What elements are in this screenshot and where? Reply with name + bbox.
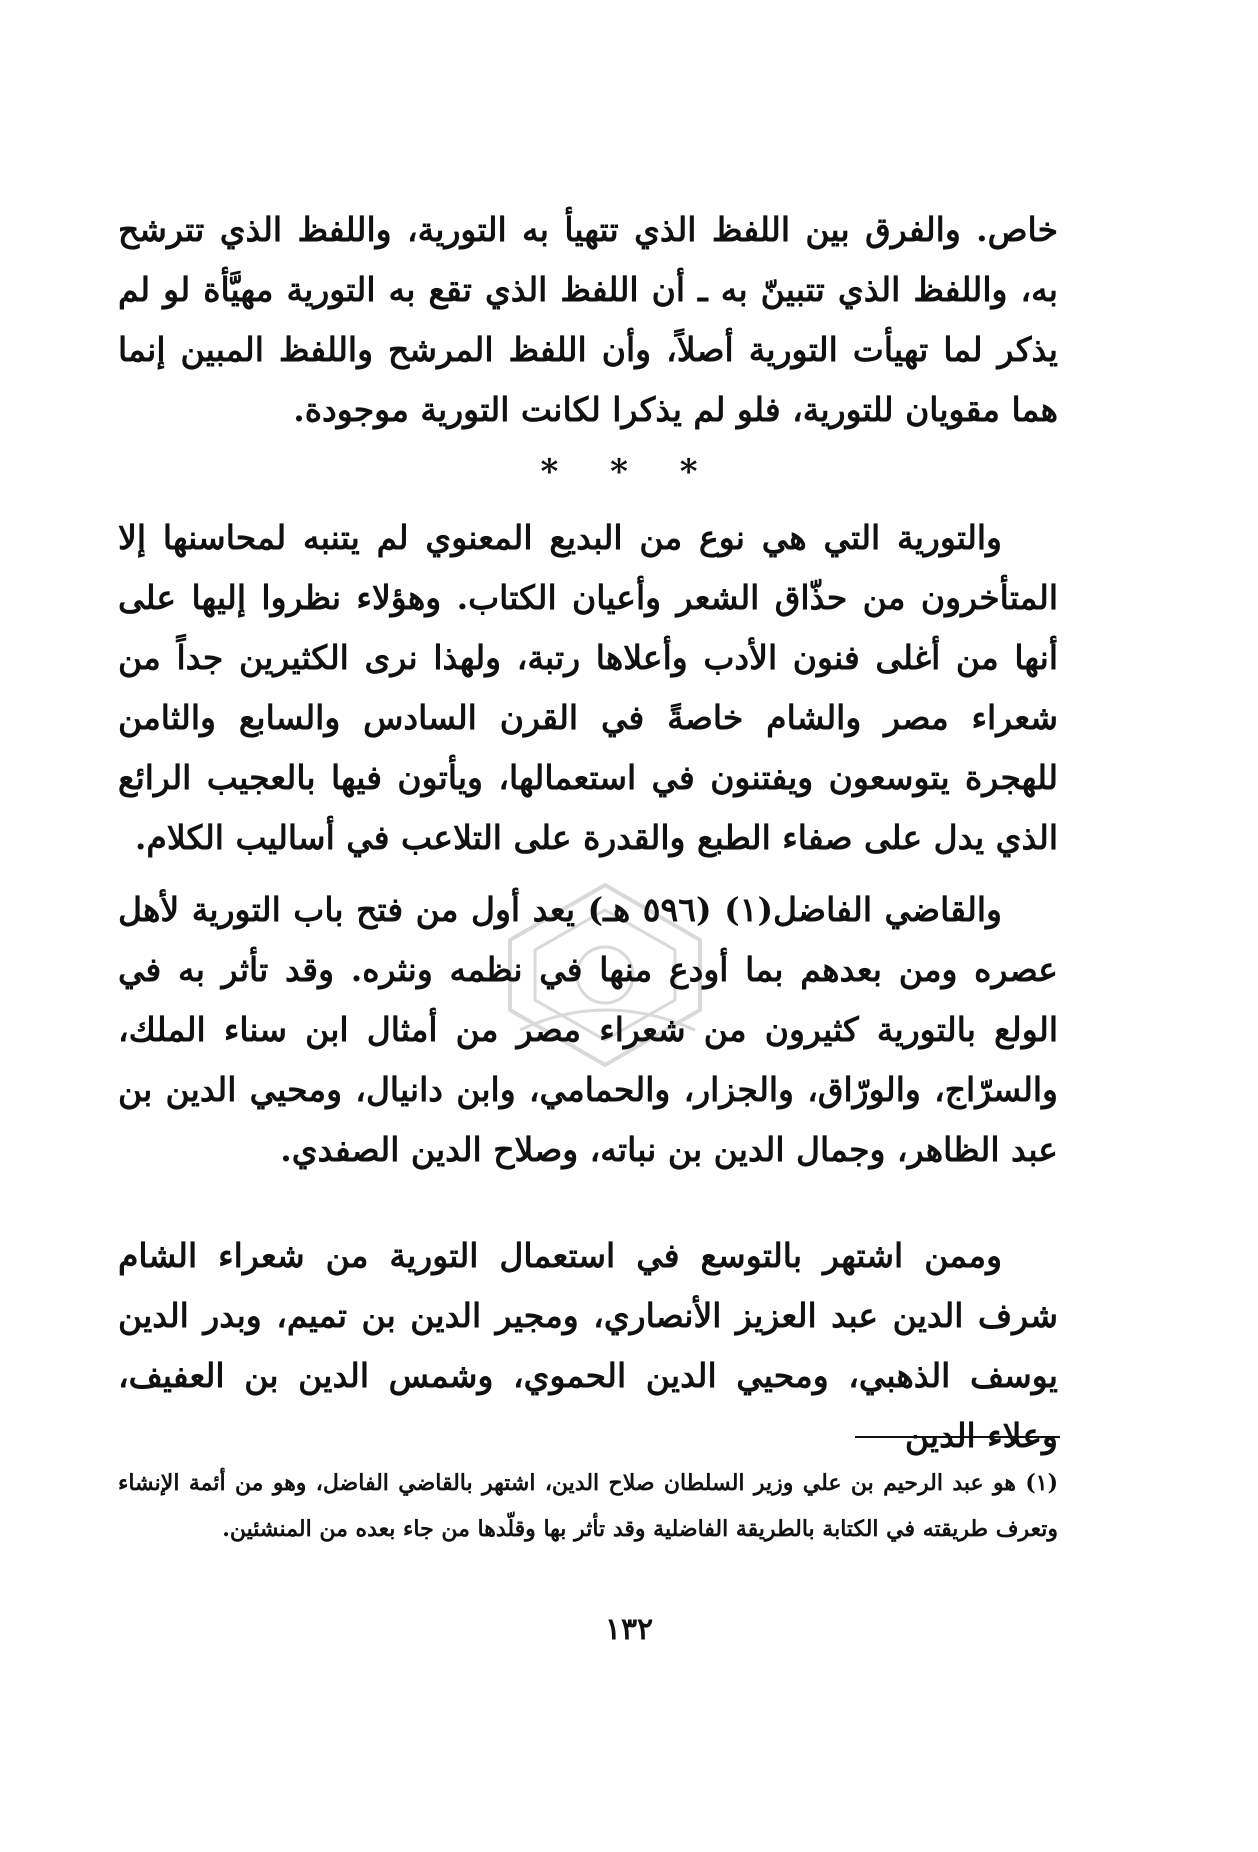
- section-separator: * * *: [540, 452, 718, 492]
- paragraph-2: والتورية التي هي نوع من البديع المعنوي لم يتنبه لمحاسنها إلا المتأخرون من حذّاق الشعر وأعيان الكتاب. وهؤلاء نظروا إليها على أنها من أغلى فنون الأدب وأعلاها رتبة، ولهذا نرى الكثيرين جداً من شعراء مصر والشام خاصةً في القرن السادس والسابع والثامن للهجرة يتوسعون ويفتنون في استعمالها، ويأتون فيها بالعجيب الرائع الذي يدل على صفاء الطبع والقدرة على التلاعب في أساليب الكلام.: [118, 518, 1058, 857]
- footnote: (١) هو عبد الرحيم بن علي وزير السلطان صلاح الدين، اشتهر بالقاضي الفاضل، وهو من أئمة الإنشاء وتعرف طريقته في الكتابة بالطريقة الفاضلية وقد تأثر بها وقلّدها من جاء بعده من المنشئين.: [118, 1470, 1058, 1542]
- page-number: ١٣٢: [604, 1612, 654, 1647]
- footnote-rule: [855, 1436, 1060, 1438]
- paragraph-1: خاص. والفرق بين اللفظ الذي تتهيأ به التورية، واللفظ الذي تترشح به، واللفظ الذي تتبينّ به ـ أن اللفظ الذي تقع به التورية مهيَّأة لو لم يذكر لما تهيأت التورية أصلاً، وأن اللفظ المرشح واللفظ المبين إنما هما مقويان للتورية، فلو لم يذكرا لكانت التورية موجودة.: [118, 210, 1058, 429]
- paragraph-4: وممن اشتهر بالتوسع في استعمال التورية من شعراء الشام شرف الدين عبد العزيز الأنصاري، ومجير الدين بن تميم، وبدر الدين يوسف الذهبي، ومحيي الدين الحموي، وشمس الدين بن العفيف، وعلاء الدين: [118, 1236, 1058, 1455]
- paragraph-3: والقاضي الفاضل(١) (٥٩٦ هـ) يعد أول من فتح باب التورية لأهل عصره ومن بعدهم بما أودع منها في نظمه ونثره. وقد تأثر به في الولع بالتورية كثيرون من شعراء مصر من أمثال ابن سناء الملك، والسرّاج، والورّاق، والجزار، والحمامي، وابن دانيال، ومحيي الدين بن عبد الظاهر، وجمال الدين بن نباته، وصلاح الدين الصفدي.: [118, 890, 1058, 1169]
